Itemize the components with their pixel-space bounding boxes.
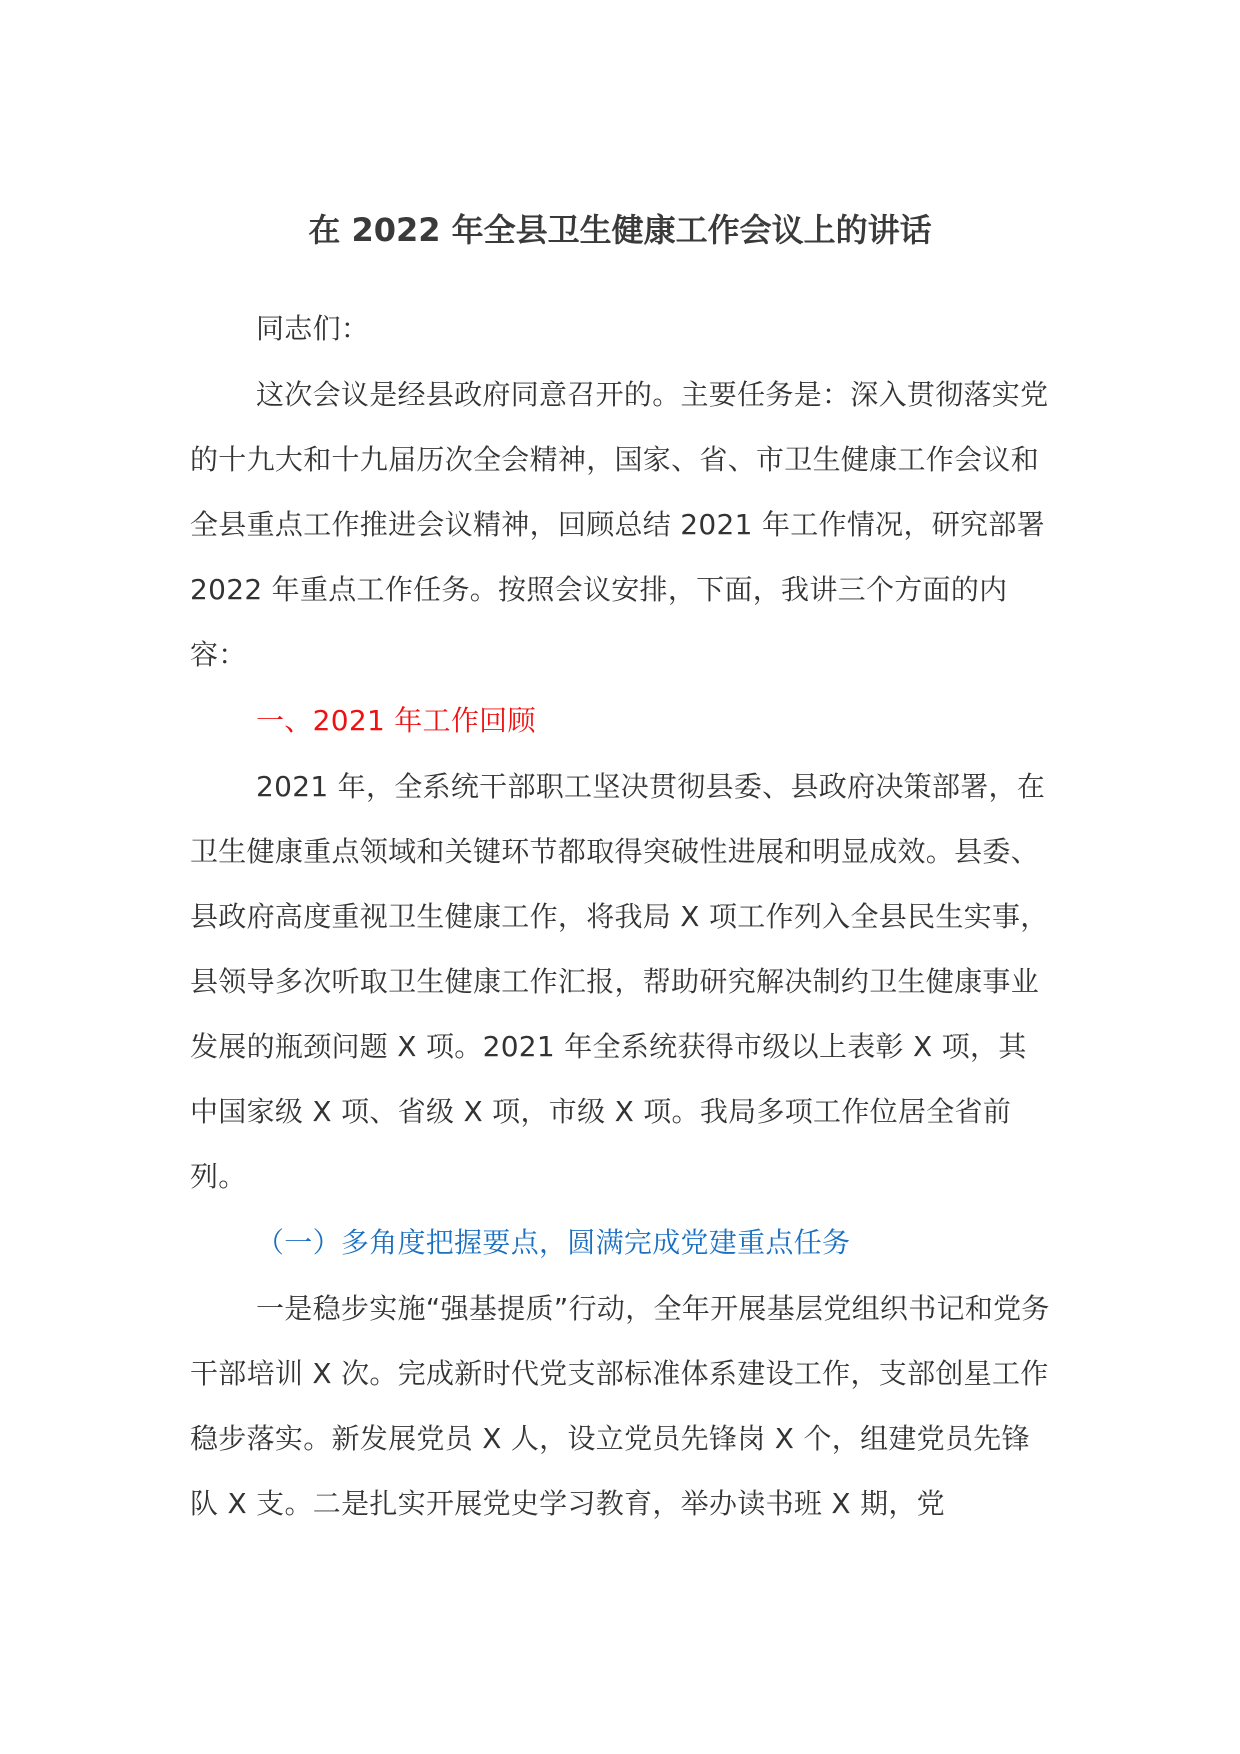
paragraph-intro: 这次会议是经县政府同意召开的。主要任务是：深入贯彻落实党的十九大和十九届历次全会精神，国家、省、市卫生健康工作会议和全县重点工作推进会议精神，回顾总结 2021 年工作情况，研究部署 2022 年重点工作任务。按照会议安排，下面，我讲三个方面的内容：	[190, 378, 1049, 671]
subsection-heading-party: （一）多角度把握要点，圆满完成党建重点任务	[256, 1226, 851, 1259]
greeting: 同志们：	[256, 312, 370, 345]
paragraph-review: 2021 年，全系统干部职工坚决贯彻县委、县政府决策部署，在卫生健康重点领域和关键环节都取得突破性进展和明显成效。县委、县政府高度重视卫生健康工作，将我局 X 项工作列入全县民生实事，县领导多次听取卫生健康工作汇报，帮助研究解决制约卫生健康事业发展的瓶颈问题 X 项。2021 年全系统获得市级以上表彰 X 项，其中国家级 X 项、省级 X 项，市级 X 项。我局多项工作位居全省前列。	[190, 770, 1049, 1193]
paragraph-party: 一是稳步实施“强基提质”行动，全年开展基层党组织书记和党务干部培训 X 次。完成新时代党支部标准体系建设工作，支部创星工作稳步落实。新发展党员 X 人，设立党员先锋岗 X 个，组建党员先锋队 X 支。二是扎实开展党史学习教育，举办读书班 X 期，党	[190, 1292, 1050, 1520]
section-heading-review: 一、2021 年工作回顾	[256, 704, 536, 737]
document-title: 在 2022 年全县卫生健康工作会议上的讲话	[308, 211, 932, 249]
